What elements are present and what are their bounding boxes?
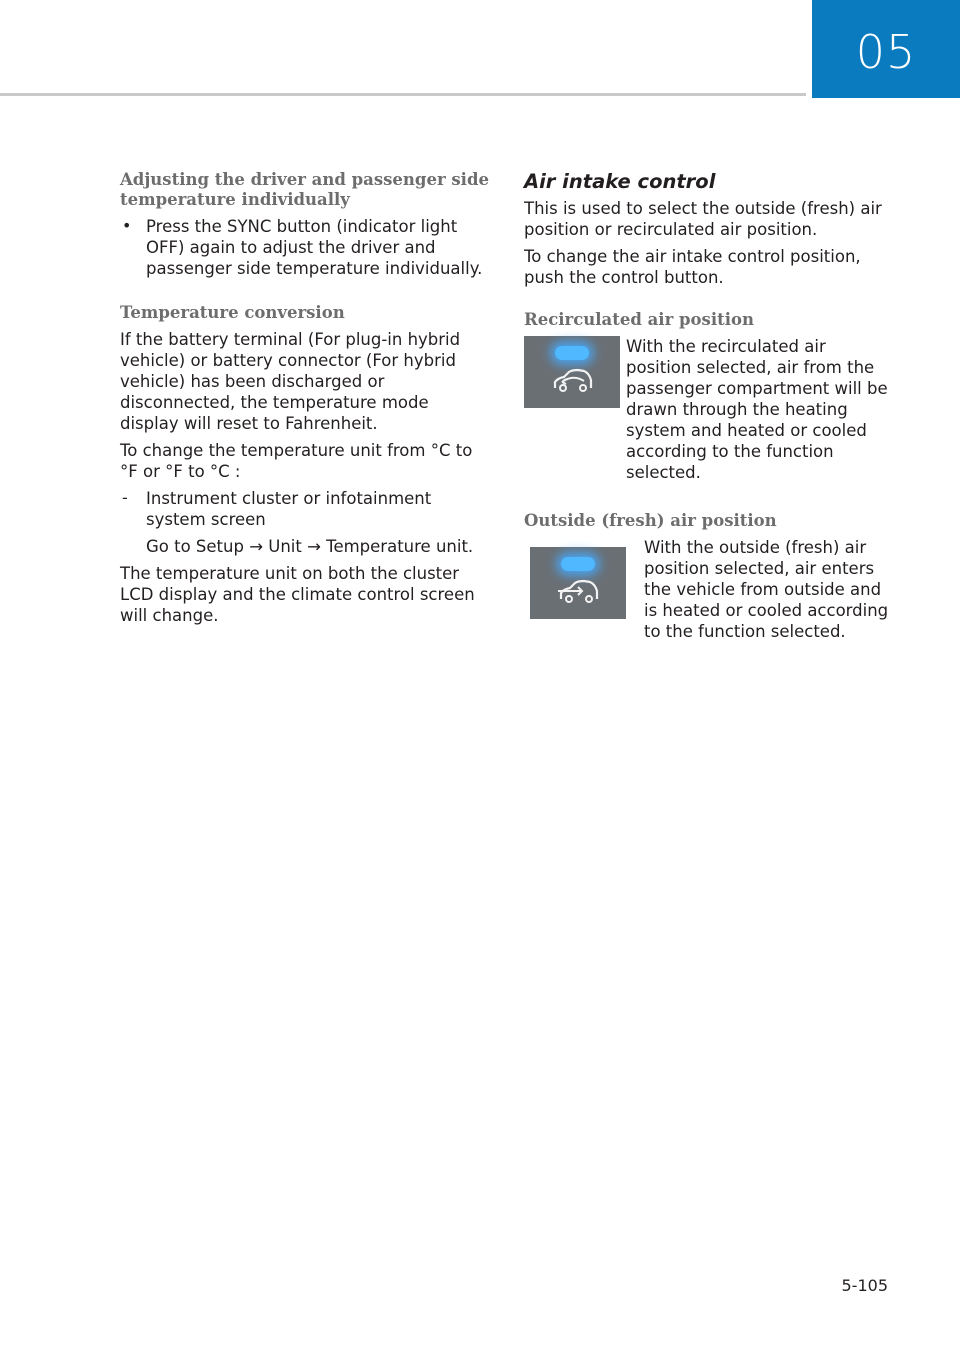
setup-path: Go to Setup → Unit → Temperature unit. bbox=[146, 537, 474, 556]
outside-air-figure-row bbox=[524, 537, 896, 642]
header-rule bbox=[0, 93, 806, 96]
section-heading-adjust: Adjusting the driver and passenger side temperature individually bbox=[120, 170, 489, 209]
recirculated-figure-row bbox=[524, 336, 896, 483]
page-number: 5-105 bbox=[841, 1276, 888, 1295]
air-intake-title: Air intake control bbox=[524, 170, 716, 193]
bullet-text: Press the SYNC button (indicator light OFF) again to adjust the driver and passenger side temperature individually. bbox=[146, 217, 483, 278]
air-intake-paragraph-2: To change the air intake control position, push the control button. bbox=[524, 247, 861, 287]
section-heading-conversion: Temperature conversion bbox=[120, 303, 345, 322]
recirculated-heading: Recirculated air position bbox=[524, 310, 755, 329]
conversion-paragraph-1: If the battery terminal (For plug-in hybrid vehicle) or battery connector (For hybrid vehicle) has been discharged or disconnected, the temperature mode display will reset to Fahrenheit. bbox=[120, 330, 461, 433]
dash-text: Instrument cluster or infotainment system screen bbox=[146, 489, 432, 529]
indicator-light-icon bbox=[561, 557, 595, 571]
dash-mark: - bbox=[122, 488, 128, 507]
conversion-paragraph-2: To change the temperature unit from °C to °F or °F to °C : bbox=[120, 441, 473, 481]
recirculated-button-image bbox=[524, 336, 620, 408]
air-intake-paragraph-1: This is used to select the outside (fresh) air position or recirculated air position. bbox=[524, 199, 882, 239]
recirculated-text: With the recirculated air position selected, air from the passenger compartment will be drawn through the heating system and heated or cooled according to the function selected. bbox=[626, 337, 888, 482]
right-column bbox=[524, 170, 896, 670]
recirculated-description bbox=[626, 336, 896, 483]
outside-air-heading: Outside (fresh) air position bbox=[524, 511, 777, 530]
conversion-paragraph-3: The temperature unit on both the cluster LCD display and the climate control screen will change. bbox=[120, 564, 475, 625]
outside-air-icon bbox=[558, 579, 600, 605]
indicator-light-icon bbox=[555, 346, 589, 360]
outside-air-description bbox=[644, 537, 896, 642]
outside-air-text: With the outside (fresh) air position selected, air enters the vehicle from outside and is heated or cooled according to the function selected. bbox=[644, 538, 889, 641]
bullet-mark: • bbox=[122, 216, 132, 235]
chapter-tab: 05 bbox=[812, 0, 960, 98]
bullet-item bbox=[120, 216, 492, 279]
left-column bbox=[120, 170, 492, 632]
dash-item bbox=[120, 488, 492, 530]
recirculated-air-icon bbox=[552, 368, 594, 394]
outside-air-button-image bbox=[530, 547, 626, 619]
